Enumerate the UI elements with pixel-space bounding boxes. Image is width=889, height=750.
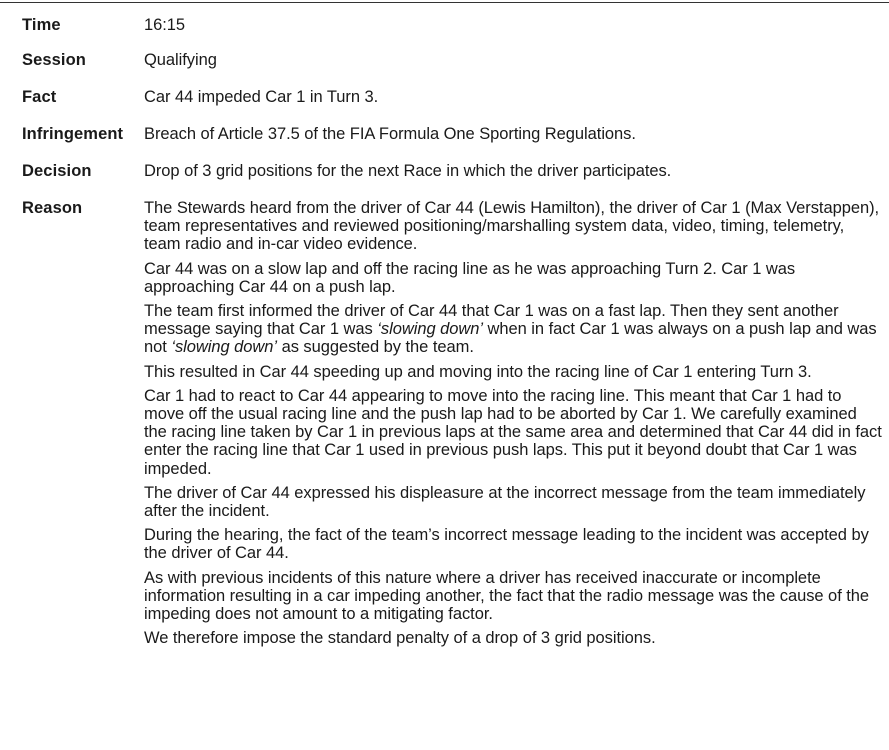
reason-paragraph-8: As with previous incidents of this nature where a driver has received inaccurate or incomplete information resulting in a car impeding another, the fact that the radio message was the cause of the impeding does not amount to a mitigating factor. — [144, 568, 870, 624]
reason-paragraph-5: Car 1 had to react to Car 44 appearing to move into the racing line. This meant that Car 1 had to move off the usual racing line and the push lap had to be aborted by Car 1. We carefully examined the racing line taken by Car 1 in previous laps at the same area and determined that Car 44 did in fact enter the racing line that Car 1 used in previous push laps. This put it beyond doubt that Car 1 was impeded. — [144, 386, 882, 478]
row-reason — [22, 199, 884, 653]
reason-paragraph-3 — [144, 302, 884, 357]
session-value: Qualifying — [144, 51, 217, 69]
stewards-decision-document — [22, 16, 884, 653]
fact-label: Fact — [22, 88, 57, 106]
session-label: Session — [22, 51, 86, 69]
reason-p3-text-c: when in fact Car 1 was always on a push lap and was not — [144, 320, 877, 357]
fact-value: Car 44 impeded Car 1 in Turn 3. — [144, 88, 379, 106]
time-value: 16:15 — [144, 16, 186, 34]
reason-p3-quote-1: ‘slowing down’ — [377, 320, 483, 339]
reason-paragraph-7: During the hearing, the fact of the team’s incorrect message leading to the incident was accepted by the driver of Car 44. — [144, 526, 869, 563]
reason-paragraph-9: We therefore impose the standard penalty of a drop of 3 grid positions. — [144, 629, 656, 648]
reason-paragraph-2: Car 44 was on a slow lap and off the racing line as he was approaching Turn 2. Car 1 was approaching Car 44 on a push lap. — [144, 259, 796, 296]
decision-value: Drop of 3 grid positions for the next Race in which the driver participates. — [144, 162, 672, 180]
reason-p3-text-a: The team first informed the driver of Car 44 that Car 1 was on a fast lap. Then they sent another message saying that Car 1 was — [144, 302, 839, 339]
reason-p3-text-e: as suggested by the team. — [277, 338, 474, 357]
row-infringement — [22, 125, 884, 162]
top-divider — [0, 2, 889, 3]
row-session — [22, 51, 884, 88]
reason-paragraph-6: The driver of Car 44 expressed his displeasure at the incorrect message from the team immediately after the incident. — [144, 483, 866, 521]
infringement-label: Infringement — [22, 125, 124, 143]
reason-p3-quote-2: ‘slowing down’ — [171, 338, 278, 357]
infringement-value: Breach of Article 37.5 of the FIA Formula One Sporting Regulations. — [144, 125, 636, 143]
row-decision — [22, 162, 884, 199]
reason-label: Reason — [22, 199, 83, 217]
row-fact — [22, 88, 884, 125]
reason-paragraph-1: The Stewards heard from the driver of Car 44 (Lewis Hamilton), the driver of Car 1 (Max Verstappen), team representatives and reviewed positioning/marshalling system data, video, timing, telemetry, team radio and in-car video evidence. — [144, 199, 880, 254]
row-time — [22, 16, 884, 51]
reason-value — [144, 199, 884, 653]
decision-label: Decision — [22, 162, 92, 180]
time-label: Time — [22, 16, 61, 34]
reason-paragraph-4: This resulted in Car 44 speeding up and moving into the racing line of Car 1 entering Turn 3. — [144, 362, 812, 381]
